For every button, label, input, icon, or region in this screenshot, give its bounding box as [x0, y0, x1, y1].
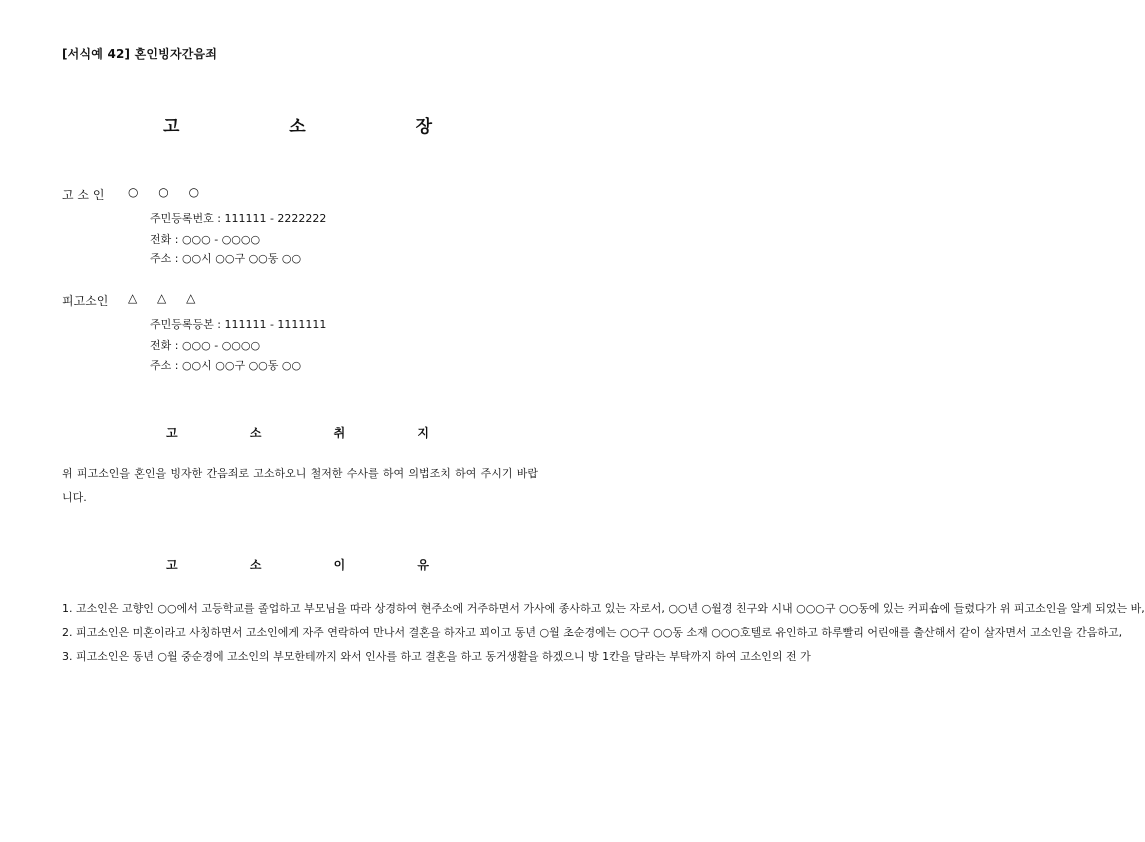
reason-text: 피고소인은 동년 ○월 중순경에 고소인의 부모한테까지 와서 인사를 하고 결혼을 하고 동거생활을 하겠으니 방 1칸을 달라는 부탁까지 하여 고소인의 전 가 [76, 650, 811, 663]
reason-item [62, 597, 1145, 621]
reason-item [62, 645, 811, 669]
form-label: [서식예 42] 혼인빙자간음죄 [62, 47, 218, 61]
purpose-text: 위 피고소인을 혼인을 빙자한 간음죄로 고소하오니 철저한 수사를 하여 의법조치 하여 주시기 바랍니다. [62, 467, 538, 504]
complainant-phone: 전화 : ○○○ - ○○○○ [150, 233, 261, 246]
complainant-role: 고 소 인 [62, 188, 105, 202]
defendant-address: 주소 : ○○시 ○○구 ○○동 ○○ [150, 359, 302, 372]
reasons-list [62, 597, 1145, 669]
reason-number: 2. [62, 626, 73, 639]
document-title: 고 소 장 [162, 117, 485, 137]
reason-number: 1. [62, 602, 73, 615]
reasons-heading: 고 소 이 유 [166, 558, 463, 572]
complainant-id: 주민등록번호 : 111111 - 2222222 [150, 212, 327, 225]
reason-text: 고소인은 고향인 ○○에서 고등학교를 졸업하고 부모님을 따라 상경하여 현주소에 거주하면서 가사에 종사하고 있는 자로서, ○○년 ○월경 친구와 시내 ○○○구 ○○동에 있는 커피숍에 들렸다가 위 피고소인을 알게 되었는 바, [76, 602, 1145, 615]
defendant-phone: 전화 : ○○○ - ○○○○ [150, 339, 261, 352]
defendant-role: 피고소인 [62, 294, 109, 308]
reason-number: 3. [62, 650, 73, 663]
defendant-name: △ △ △ [128, 291, 204, 305]
reason-item [62, 621, 1123, 645]
purpose-heading: 고 소 취 지 [166, 426, 463, 440]
reason-text: 피고소인은 미혼이라고 사칭하면서 고소인에게 자주 연락하여 만나서 결혼을 하자고 꾀이고 동년 ○월 초순경에는 ○○구 ○○동 소재 ○○○호텔로 유인하고 하루빨리 어린애를 출산해서 같이 살자면서 고소인을 간음하고, [76, 626, 1123, 639]
complainant-address: 주소 : ○○시 ○○구 ○○동 ○○ [150, 252, 302, 265]
defendant-id: 주민등록등본 : 111111 - 1111111 [150, 318, 327, 331]
complainant-name: ○ ○ ○ [128, 185, 208, 199]
